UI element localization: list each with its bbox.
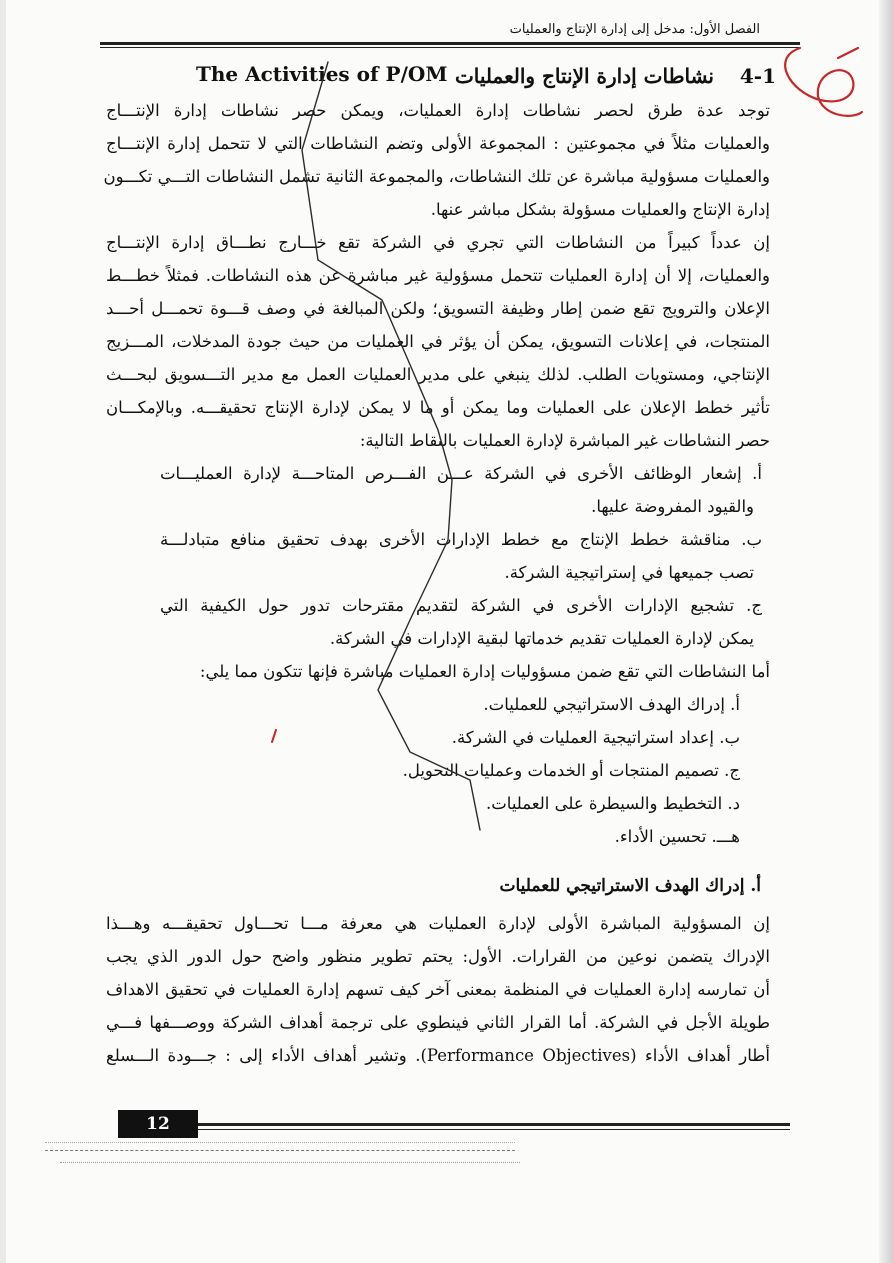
paragraph-line: الإعلان والترويج تقع ضمن إطار وظيفة التسويق؛ ولكن المبالغة في وصف قـــوة تحمـــل أحـــد (106, 299, 770, 318)
paragraph-line: والعمليات مسؤولية مباشرة عن تلك النشاطات، والمجموعة الثانية تشمل النشاطات التـــي تكـــون (103, 167, 770, 186)
list-item: ج. تشجيع الإدارات الأخرى في الشركة لتقديم مقترحات تدور حول الكيفية التي (160, 596, 762, 615)
paragraph-line: الإنتاجي، ومستويات الطلب. لذلك ينبغي على مدير العمليات العمل مع مدير التـــسويق لبحـــث (106, 365, 770, 384)
paragraph-line: والعمليات، إلا أن إدارة العمليات تتحمل مسؤولية غير مباشرة عن هذه النشاطات. فمثلاً خطـــط (106, 266, 770, 285)
chapter-header-text: الفصل الأول: مدخل إلى إدارة الإنتاج والعمليات (509, 22, 760, 37)
footer-rule-thick (198, 1123, 790, 1126)
header-rule-thick (100, 42, 800, 45)
list-item-continuation: يمكن لإدارة العمليات تقديم خدماتها لبقية الإدارات في الشركة. (329, 629, 754, 648)
scan-left-edge (0, 0, 6, 1263)
paragraph-line: إن المسؤولية المباشرة الأولى لإدارة العمليات هي معرفة مـــا تحـــاول تحقيقـــه وهـــذا (106, 914, 770, 933)
direct-activities-intro: أما النشاطات التي تقع ضمن مسؤوليات إدارة العمليات مباشرة فإنها تتكون مما يلي: (199, 662, 770, 681)
section-title (196, 60, 776, 94)
running-header (100, 12, 790, 42)
list-item: د. التخطيط والسيطرة على العمليات. (486, 794, 740, 813)
paragraph-line: الإدراك يتضمن نوعين من القرارات. الأول: يحتم تطوير منظور واضح حول الدور الذي يجب (106, 947, 770, 966)
red-pen-loop-mark (785, 48, 862, 116)
paragraph-line: والعمليات مثلاً في مجموعتين : المجموعة الأولى وتضم النشاطات التي لا تتحمل إدارة الإنتـــاج (106, 134, 770, 153)
paragraph-line: أن تمارسه إدارة العمليات في المنظمة بمعنى آخر كيف تسهم إدارة العمليات في تحقيق الاهداف (106, 980, 770, 999)
paragraph-line: إن عدداً كبيراً من النشاطات التي تجري في الشركة تقع خـــارج نطـــاق إدارة الإنتـــاج (106, 233, 770, 252)
paragraph-line: أطار أهداف الأداء (Performance Objectives). وتشير أهداف الأداء إلى : جـــودة الـــسلع (106, 1046, 770, 1065)
section-title-english: The Activities of P/OM (196, 62, 448, 86)
section-number: 4-1 (739, 64, 776, 88)
subsection-heading: أ. إدراك الهدف الاستراتيجي للعمليات (499, 876, 761, 896)
scan-right-edge (879, 0, 893, 1263)
paragraph-line: طويلة الأجل في الشركة. أما القرار الثاني فينطوي على ترجمة أهداف الشركة ووصـــفها فـــي (106, 1013, 770, 1032)
header-rule-thin (100, 47, 800, 48)
list-item-continuation: والقيود المفروضة عليها. (591, 497, 754, 516)
list-item: أ. إدراك الهدف الاستراتيجي للعمليات. (483, 695, 740, 714)
paragraph-line: إدارة الإنتاج والعمليات مسؤولة بشكل مباشر عنها. (430, 200, 770, 219)
paragraph-line: توجد عدة طرق لحصر نشاطات إدارة العمليات، ويمكن حصر نشاطات إدارة الإنتـــاج (106, 101, 770, 120)
scan-artifact-line (45, 1142, 515, 1143)
list-item: هـــ. تحسين الأداء. (614, 827, 740, 846)
list-item: أ. إشعار الوظائف الأخرى في الشركة عـــن الفـــرص المتاحـــة لإدارة العمليـــات (160, 464, 762, 483)
list-item-continuation: تصب جميعها في إستراتيجية الشركة. (504, 563, 754, 582)
scan-artifact-line (45, 1150, 515, 1151)
paragraph-line: المنتجات، في إعلانات التسويق، يمكن أن يؤثر في العمليات من حيث جودة المدخلات، المـــزيج (106, 332, 770, 351)
list-item: ج. تصميم المنتجات أو الخدمات وعمليات التحويل. (402, 761, 740, 780)
section-title-arabic: نشاطات إدارة الإنتاج والعمليات (454, 64, 714, 88)
paragraph-line: حصر النشاطات غير المباشرة لإدارة العمليات بالنقاط التالية: (359, 431, 770, 450)
scan-artifact-line (60, 1162, 520, 1163)
footer-rule-thin (198, 1129, 790, 1130)
list-item: ب. إعداد استراتيجية العمليات في الشركة. (451, 728, 740, 747)
paragraph-line: تأثير خطط الإعلان على العمليات وما يمكن أو ما لا يمكن لإدارة الإنتاج تحقيقـــه. وبالإمكـــان (106, 398, 770, 417)
list-item: ب. مناقشة خطط الإنتاج مع خطط الإدارات الأخرى بهدف تحقيق منافع متبادلـــة (160, 530, 762, 549)
page-number: 12 (118, 1110, 198, 1138)
